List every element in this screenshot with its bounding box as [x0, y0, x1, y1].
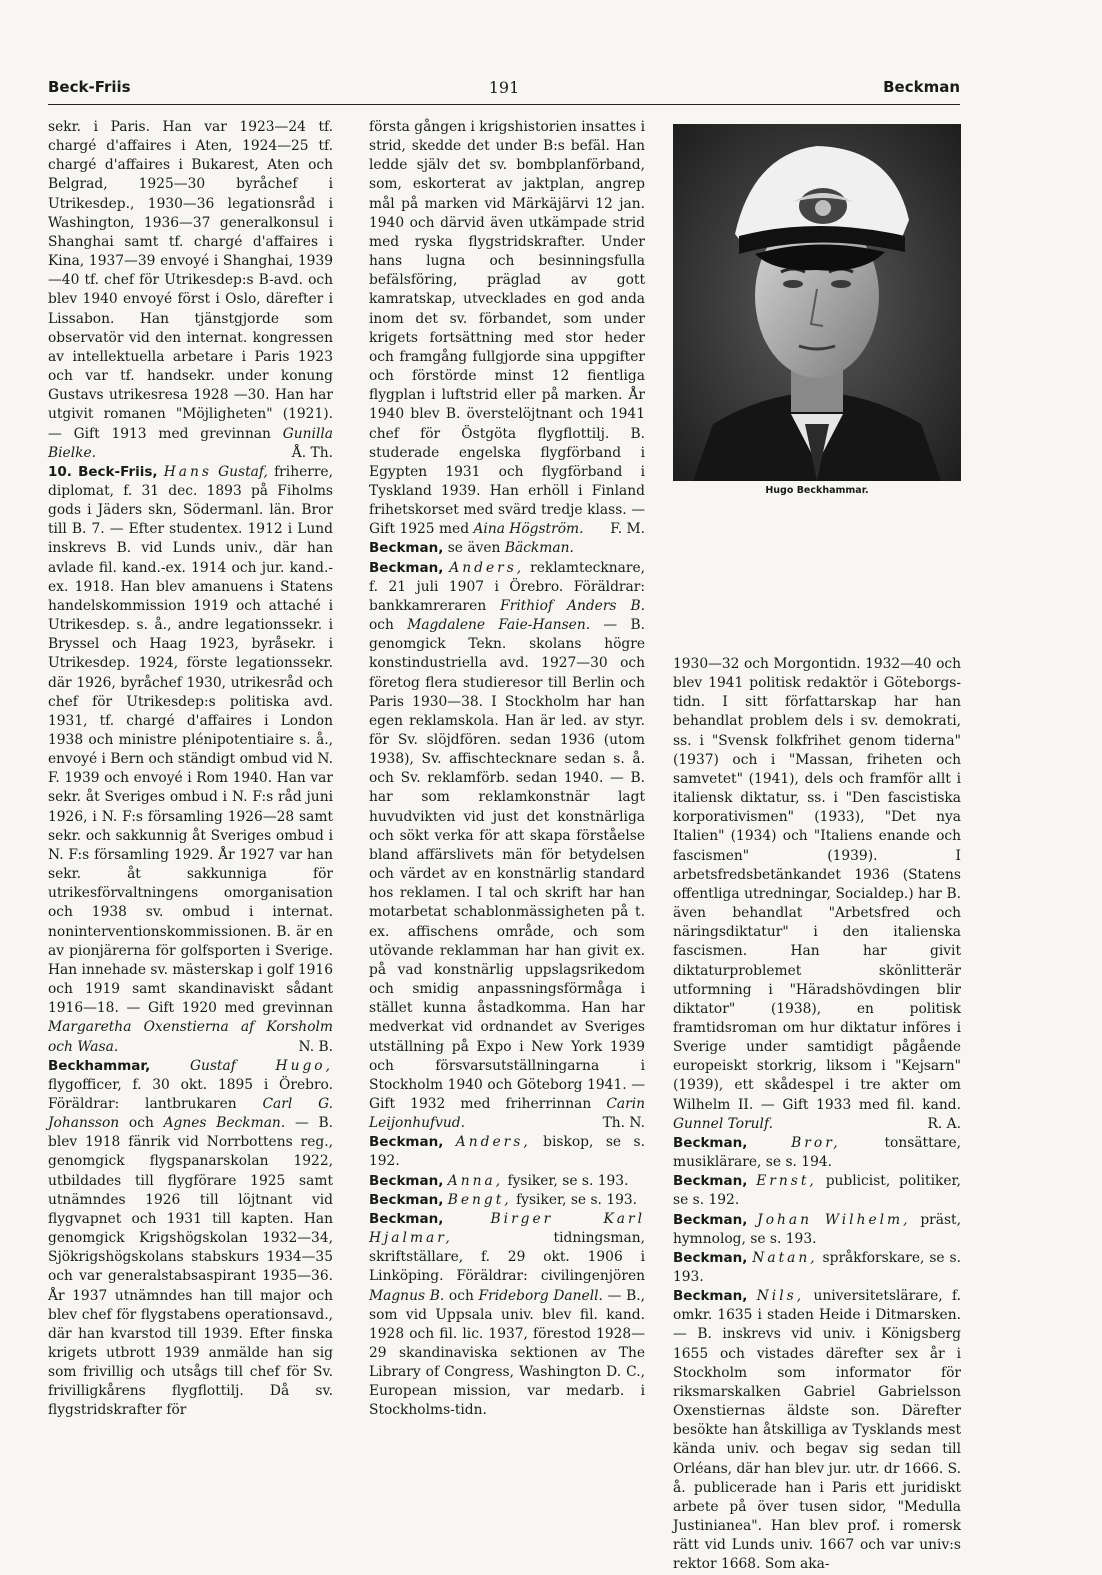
entry-beckman-see-also: Beckman, se även Bäckman.: [369, 540, 574, 557]
entry-beckman-anders-biskop: Beckman, Anders, biskop, se s. 192.: [369, 1134, 645, 1170]
portrait-photo-icon: [673, 124, 961, 481]
portrait-illustration: [673, 124, 961, 481]
column-2: [369, 118, 645, 1421]
entry-beckman-nils: Beckman, Nils, universitetslärare, f. omkr. 1635 i staden Heide i Ditmarsken. — B. inskrevs vid univ. i Königsberg 1655 och vistades därefter sex år i Stockholm som informator för riksmarskalken Gabriel Gabrielsson Oxenstiernas äldste son. Därefter besökte han åtskilliga av Tysklands mest kända univ. och begav sig sedan till Orléans, där han blev jur. utr. dr 1666. S. å. publicerade han i Paris ett juridiskt arbete på över tusen sidor, "Medulla Justinianea". Han blev prof. i romersk rätt vid Lunds univ. 1667 och var univ:s rektor 1668. Som aka-: [673, 1288, 961, 1573]
entry-beckhammar-gustaf-hugo: Beckhammar, Gustaf Hugo, flygofficer, f. 30 okt. 1895 i Örebro. Föräldrar: lantbrukaren Carl G. Johansson och Agnes Beckman. — B. blev 1918 fänrik vid Norrbottens reg., genomgick flygspanarskolan 1922, utbildades till flygförare 1925 samt utnämndes 1926 till löjtnant vid flygvapnet och 1931 till kapten. Han genomgick Krigshögskolan 1932—34, Sjökrigshögskolans stabskurs 1934—35 och var generalstabsaspirant 1935—36. År 1937 utnämndes han till major och blev chef för flygstabens operationsavd., där han kvarstod till 1939. Efter finska krigets utbrott 1939 anmälde han sig som frivillig och utsågs till chef för Sv. frivilligkårens flygflottilj. Då sv. flygstridskrafter för: [48, 1057, 333, 1419]
entry-beckman-johan-wilhelm: Beckman, Johan Wilhelm, präst, hymnolog, se s. 193.: [673, 1211, 961, 1247]
entry-beckman-anders-reklam: Beckman, Anders, reklamtecknare, f. 21 juli 1907 i Örebro. Föräldrar: bankkamreraren Frithiof Anders B. och Magdalene Faie-Hansen. — B. genomgick Tekn. skolans högre konstindustriella avd. 1927—30 och företog flera studieresor till Berlin och Paris 1930—38. I Stockholm har han egen reklamskola. Han är led. av styr. för Sv. slöjdfören. sedan 1936 (utom 1938), Sv. affischtecknare sedan s. å. och Sv. reklamförb. sedan 1940. — B. har som reklamkonstnär lagt huvudvikten vid just det konstnärliga och sökt verka för att skapa förståelse bland affärslivets män för betydelsen och värdet av en konstnärlig standard hos reklamen. I tal och skrift har han motarbetat schablonmässigheten på t. ex. affischens område, och som utövande reklamman har han givit ex. på vad konstnärlig uppslagsrikedom och smidig anpassningsförmåga i stället kunna åstadkomma. Han har medverkat vid ordnandet av Sveriges utställning på Expo i New York 1939 och försvarsutställningarna i Stockholm 1940 och Göteborg 1941. — Gift 1932 med friherrinnan Carin Leijonhufvud. Th. N.: [369, 559, 645, 1132]
page-number: 191: [488, 78, 520, 97]
entry-continuation: första gången i krigshistorien insattes i strid, skedde det under B:s befäl. Han ledde själv det sv. bombplanförband, som, eskorterat av jaktplan, angrep mål på marken vid Märkäjärvi 12 jan. 1940 och därvid även utkämpade strid med ryska flygstridskrafter. Under hans lugna och besinningsfulla befälsföring, präglad av gott kamratskap, utvecklades en god anda inom det sv. förbandet, som under krigets fortsättning med stor heder och framgång fullgjorde sina uppgifter och förstörde minst 12 fientliga flygplan i luftstrid eller på marken. År 1940 blev B. överstelöjtnant och 1941 chef för Östgöta flygflottilj. B. studerade engelska flygförband i Egypten 1931 och flygförband i Tyskland 1939. Han erhöll i Finland frihetskorset med svärd tredje klass. — Gift 1925 med Aina Högström. F. M.: [369, 119, 645, 538]
photo-caption: Hugo Beckhammar.: [765, 485, 869, 496]
entry-continuation: 1930—32 och Morgontidn. 1932—40 och blev 1941 politisk redaktör i Göteborgs-tidn. I sitt författarskap har han behandlat problem dels i sv. demokrati, ss. i "Svensk folkfrihet genom tiderna" (1937) och i "Massan, friheten och samvetet" (1941), dels och framför allt i italiensk diktatur, ss. i "Den fascistiska korporativismen" (1933), "Det nya Italien" (1934) och "Italiens enande och fascismen" (1939). I arbetsfredsbetänkandet 1936 (Statens offentliga utredningar, Socialdep.) har B. även behandlat "Arbetsfred och näringsdiktatur" i den italienska fascismen. Han har givit diktaturproblemet skönlitterär utformning i "Häradshövdingen blir diktator" (1938), en politisk framtidsroman om hur diktatur införes i Sverige under samtidigt pågående europeiskt storkrig, liksom i "Kejsarn" (1939), ett skådespel i tre akter om Wilhelm II. — Gift 1933 med fil. kand. Gunnel Torulf. R. A.: [673, 656, 961, 1132]
running-head-right: Beckman: [883, 78, 960, 96]
entry-beckman-natan: Beckman, Natan, språkforskare, se s. 193.: [673, 1249, 961, 1285]
header-rule: [48, 104, 960, 105]
entry-beckman-ernst: Beckman, Ernst, publicist, politiker, se s. 192.: [673, 1173, 961, 1209]
running-head-left: Beck-Friis: [48, 78, 131, 96]
column-3: [673, 655, 961, 1575]
entry-continuation: sekr. i Paris. Han var 1923—24 tf. chargé d'affaires i Aten, 1924—25 tf. chargé d'affaires i Bukarest, Aten och Belgrad, 1925—30 byråchef i Utrikesdep., 1930—36 legationsråd i Washington, 1936—37 generalkonsul i Shanghai samt tf. chargé d'affaires i Kina, 1937—39 envoyé i Shanghai, 1939—40 tf. chef för Utrikesdep:s B-avd. och blev 1940 envoyé först i Oslo, därefter i Lissabon. Han tjänstgjorde som observatör vid den internat. kongressen av intellektuella arbetare i Paris 1923 och var tf. handsekr. under konung Gustavs utrikesresa 1928 —30. Han har utgivit romanen "Möjligheten" (1921). — Gift 1913 med grevinnan Gunilla Bielke. Å. Th.: [48, 119, 333, 461]
entry-beckman-birger: Beckman, Birger Karl Hjalmar, tidningsman, skriftställare, f. 29 okt. 1906 i Linköping. Föräldrar: civilingenjören Magnus B. och Frideborg Danell. — B., som vid Uppsala univ. blev fil. kand. 1928 och fil. lic. 1937, förestod 1928—29 skandinaviska sektionen av The Library of Congress, Washington D. C., European mission, var medarb. i Stockholms-tidn.: [369, 1210, 645, 1419]
page-header: [48, 78, 960, 104]
entry-beckman-bror: Beckman, Bror, tonsättare, musiklärare, se s. 194.: [673, 1134, 962, 1171]
entry-beckman-anna: Beckman, Anna, fysiker, se s. 193.: [369, 1172, 629, 1189]
entry-beck-friis-hans-gustaf: 10. Beck-Friis, Hans Gustaf, friherre, diplomat, f. 31 dec. 1893 på Fiholms gods i Jäders skn, Södermanl. län. Bror till B. 7. — Efter studentex. 1912 i Lund inskrevs B. vid Lunds univ., där han avlade fil. kand.-ex. 1914 och jur. kand.-ex. 1918. Han blev amanuens i Statens handelskommission 1919 och attaché i Utrikesdep. s. å., andre legationssekr. i Bryssel och Haag 1923, byråsekr. i Utrikesdep. 1924, förste legationssekr. där 1926, byråchef 1930, utrikesråd och chef för Utrikesdep:s politiska avd. 1931, tf. chargé d'affaires i London 1938 och ministre plénipotentiaire s. å., envoyé i Bern och ständigt ombud vid N. F. 1939 och envoyé i Rom 1940. Han var sekr. åt Sveriges ombud i N. F:s råd juni 1926, i N. F:s församling 1926—28 samt sekr. och sakkunnig åt Sveriges ombud i N. F:s församling 1929. År 1927 var han sekr. åt sakkunniga för utrikesförvaltningens omorganisation och 1938 sv. ombud i internat. noninterventionskommissionen. B. är en av pionjärerna för golfsporten i Sverige. Han innehade sv. mästerskap i golf 1916 och 1919 samt skandinaviskt sådant 1916—18. — Gift 1920 med grevinnan Margaretha Oxenstierna af Korsholm och Wasa. N. B.: [48, 463, 333, 1055]
entry-beckman-bengt: Beckman, Bengt, fysiker, se s. 193.: [369, 1191, 638, 1208]
column-1: [48, 118, 333, 1421]
